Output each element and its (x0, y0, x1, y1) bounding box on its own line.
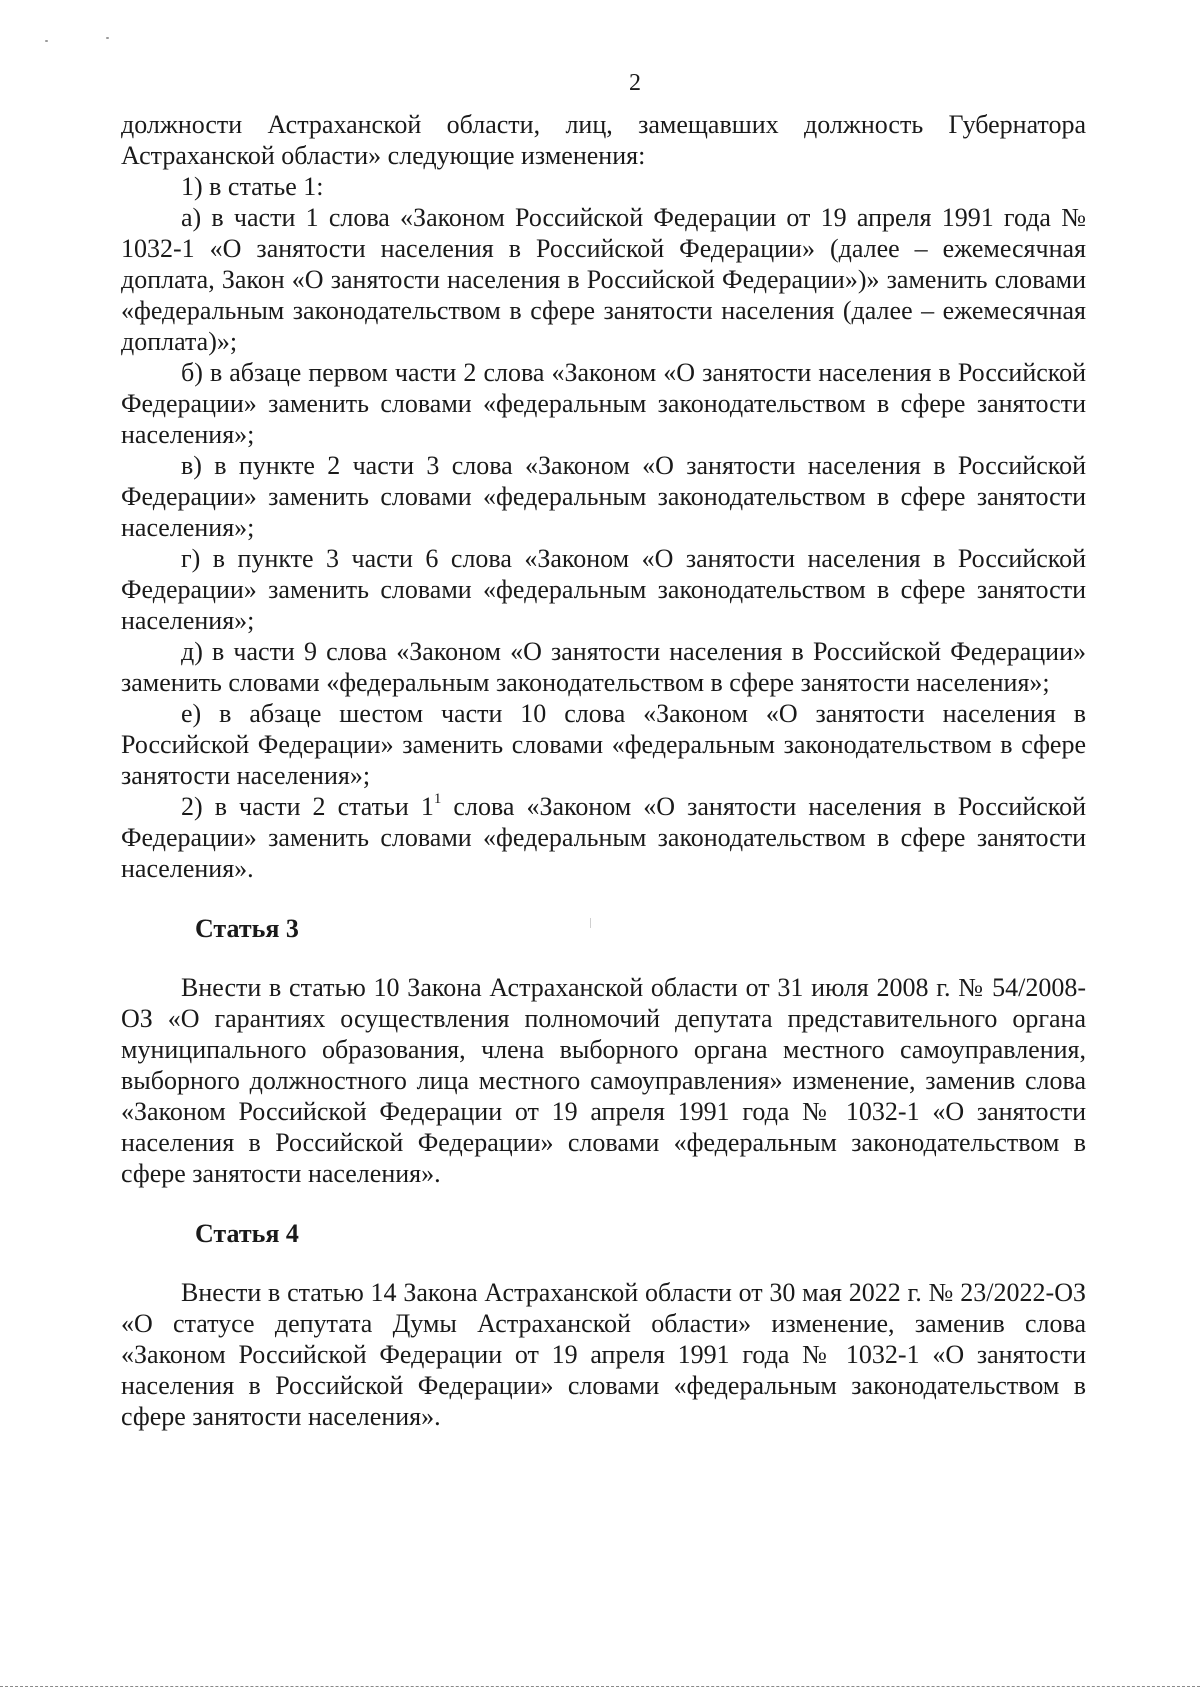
amendment-item-2-suffix: слова «Законом «О занятости населения в Российской Федерации» заменить словами «федеральным законодательством в сфере занятости населения». (121, 792, 1087, 883)
amendment-item-1g: г) в пункте 3 части 6 слова «Законом «О занятости населения в Российской Федерации» заменить словами «федеральным законодательством в сфере занятости населения»; (121, 544, 1086, 635)
amendment-item-1v: в) в пункте 2 части 3 слова «Законом «О занятости населения в Российской Федерации» заменить словами «федеральным законодательством в сфере занятости населения»; (121, 451, 1086, 542)
article-4-text: Внести в статью 14 Закона Астраханской области от 30 мая 2022 г. № 23/2022-ОЗ «О статусе депутата Думы Астраханской области» изменение, заменив слова «Законом Российской Федерации от 19 апреля 1991 года № 1032-1 «О занятости населения в Российской Федерации» словами «федеральным законодательством в сфере занятости населения». (121, 1278, 1086, 1431)
amendment-item-1e: е) в абзаце шестом части 10 слова «Законом «О занятости населения в Российской Федерации» заменить словами «федеральным законодательством в сфере занятости населения»; (121, 699, 1086, 790)
scan-artifact-mark (590, 918, 591, 928)
article-4-heading: Статья 4 (195, 1219, 299, 1248)
continuation-paragraph: должности Астраханской области, лиц, замещавших должность Губернатора Астраханской области» следующие изменения: (121, 110, 1086, 170)
amendment-item-1d: д) в части 9 слова «Законом «О занятости населения в Российской Федерации» заменить словами «федеральным законодательством в сфере занятости населения»; (121, 637, 1086, 697)
amendment-item-1: 1) в статье 1: (181, 172, 324, 201)
page-number: 2 (629, 70, 641, 96)
superscript-index: 1 (433, 791, 442, 807)
document-body (121, 109, 1086, 1432)
article-3-heading: Статья 3 (195, 914, 299, 943)
amendment-item-2 (121, 791, 1086, 884)
amendment-item-2-prefix: 2) в части 2 статьи 1 (181, 792, 434, 821)
bottom-dashed-rule (0, 1686, 1200, 1687)
scan-artifact-dot (45, 40, 48, 42)
article-3-text: Внести в статью 10 Закона Астраханской области от 31 июля 2008 г. № 54/2008-ОЗ «О гарантиях осуществления полномочий депутата представительного органа муниципального образования, члена выборного органа местного самоуправления, выборного должностного лица местного самоуправления» изменение, заменив слова «Законом Российской Федерации от 19 апреля 1991 года № 1032-1 «О занятости населения в Российской Федерации» словами «федеральным законодательством в сфере занятости населения». (121, 973, 1086, 1188)
amendment-item-1a: а) в части 1 слова «Законом Российской Федерации от 19 апреля 1991 года № 1032-1 «О занятости населения в Российской Федерации» (далее – ежемесячная доплата, Закон «О занятости населения в Российской Федерации»)» заменить словами «федеральным законодательством в сфере занятости населения (далее – ежемесячная доплата)»; (121, 203, 1086, 356)
amendment-item-1b: б) в абзаце первом части 2 слова «Законом «О занятости населения в Российской Федерации» заменить словами «федеральным законодательством в сфере занятости населения»; (121, 358, 1086, 449)
scan-artifact-dot (106, 37, 109, 39)
